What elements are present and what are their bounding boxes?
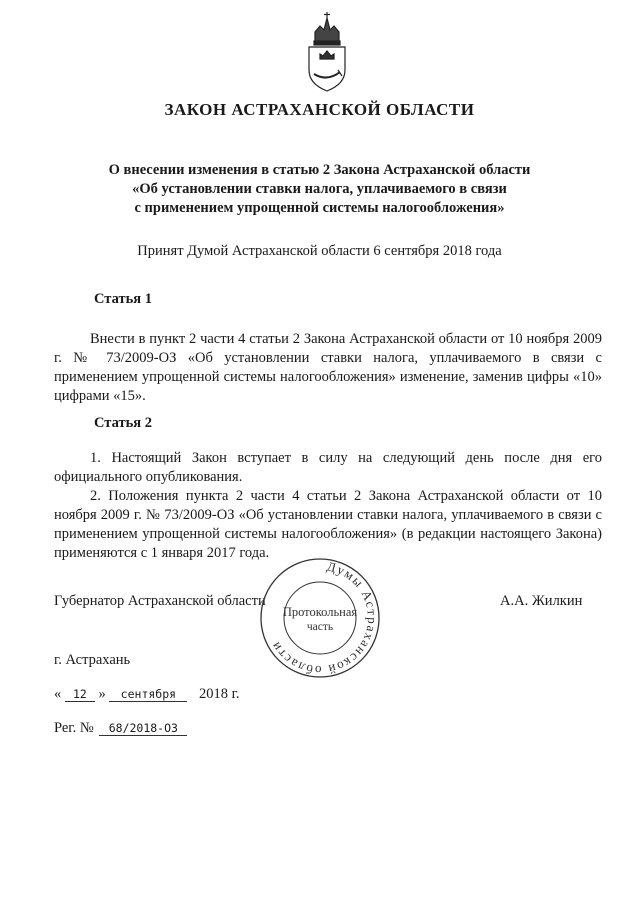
- article-2-paragraph-1: 1. Настоящий Закон вступает в силу на следующий день после дня его официального опубликования.: [54, 450, 602, 485]
- date-close-quote: »: [98, 686, 106, 702]
- article-1-heading: Статья 1: [94, 291, 152, 307]
- registration-number: 68/2018-ОЗ: [99, 721, 187, 736]
- place-of-signing: г. Астрахань: [54, 652, 131, 668]
- registration-label: Рег. №: [54, 720, 94, 736]
- stamp-center-line-2: часть: [306, 621, 334, 633]
- date-month: сентября: [109, 687, 187, 702]
- date-year: 2018 г.: [199, 686, 240, 702]
- document-subtitle: [60, 161, 579, 218]
- signature-position: Губернатор Астраханской области: [54, 593, 266, 609]
- registration-line: [54, 720, 187, 737]
- subtitle-line-3: с применением упрощенной системы налогообложения»: [134, 200, 505, 216]
- signature-name: А.А. Жилкин: [500, 593, 583, 609]
- stamp-center-line-1: Протокольная: [282, 605, 358, 619]
- subtitle-line-2: «Об установлении ставки налога, уплачиваемого в связи: [132, 181, 507, 197]
- coat-of-arms-icon: [302, 12, 352, 92]
- adoption-note: Принят Думой Астраханской области 6 сентября 2018 года: [137, 243, 502, 259]
- signing-date: [54, 686, 240, 703]
- date-open-quote: «: [54, 686, 62, 702]
- subtitle-line-1: О внесении изменения в статью 2 Закона Астраханской области: [108, 162, 531, 178]
- article-2-paragraph-2: 2. Положения пункта 2 части 4 статьи 2 Закона Астраханской области от 10 ноября 2009 г. № 73/2009-ОЗ «Об установлении ставки налога, уплачиваемого в связи с применением упрощенной системы налогообложения» (в редакции настоящего Закона) применяются с 1 января 2017 года.: [54, 488, 602, 561]
- stamp-ring-text: Думы Астраханской области: [267, 558, 381, 679]
- official-stamp: [258, 556, 382, 680]
- document-title: ЗАКОН АСТРАХАНСКОЙ ОБЛАСТИ: [164, 100, 475, 119]
- date-day: 12: [65, 687, 95, 702]
- article-1-text: Внести в пункт 2 части 4 статьи 2 Закона Астраханской области от 10 ноября 2009 г. № 73/2009-ОЗ «Об установлении ставки налога, уплачиваемого в связи с применением упрощенной системы налогообложения» изменение, заменив цифры «10» цифрами «15».: [54, 331, 602, 404]
- article-2-heading: Статья 2: [94, 415, 152, 431]
